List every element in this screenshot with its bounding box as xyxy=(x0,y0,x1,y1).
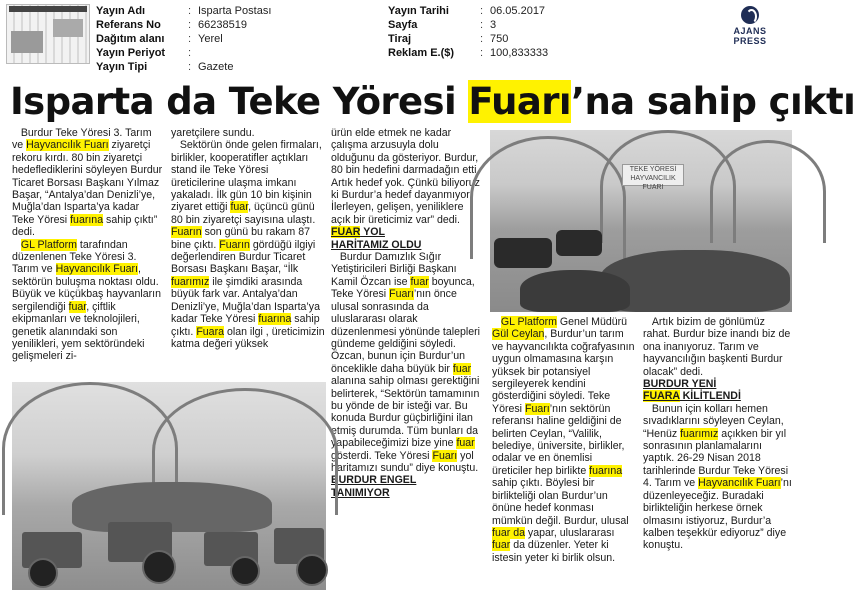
banner-text: TEKE YÖRESİ HAYVANCILIK FUARI xyxy=(629,166,677,191)
highlight: FUARA xyxy=(643,390,680,403)
text: ziyaretçi rekoru kırdı. 80 bin ziyaretçi hedeflediklerini söyleyen Burdur Ticaret Borsası Başkanı Yılmaz Başar, “Antalya’dan Denizli’ye, Muğla’dan Isparta’ya kadar Teke Yöresi xyxy=(12,139,163,226)
thumbnail-title-bar xyxy=(9,6,87,12)
meta-label: Yayın Adı xyxy=(96,5,146,17)
highlight: fuarımız xyxy=(680,427,719,440)
highlight: Hayvancılık Fuarı xyxy=(55,263,138,276)
text: ’nın sektörün referansı haline geldiğini de belirten Ceylan, “Valilik, belediye, üniversite, birlikler, odalar ve en önemlisi üreticiler hep birlikte xyxy=(492,402,625,477)
text: ’nın önce ulusal sonrasında da uluslararası olarak düzenlenmesi yönünde talepleri gündeme geldiğini söyledi. Özcan, bunun için Burdur’un önceklikle daha büyük bir xyxy=(331,288,481,375)
tractor-wheel xyxy=(296,554,328,586)
tractor-wheel xyxy=(142,550,176,584)
paragraph xyxy=(171,139,325,350)
text: , sektörün buluşma noktası oldu. Büyük ve küçükbaş hayvanların sergilendiği xyxy=(12,263,161,313)
meta-separator: : xyxy=(188,33,192,45)
tractor-exhibit-photo xyxy=(12,382,326,590)
meta-label: Sayfa xyxy=(388,19,418,31)
thumbnail-photo xyxy=(53,19,83,37)
text: olan ilgi , üreticimizin katma değeri yüksek xyxy=(171,325,325,350)
crowd xyxy=(520,270,630,312)
meta-row xyxy=(96,46,271,60)
meta-label: Referans No xyxy=(96,19,161,31)
text: tarafından düzenlenen Teke Yöresi 3. Tarım ve xyxy=(12,238,137,276)
text: Bunun için kolları hemen sıvadıklarını söyleyen Ceylan, “Henüz xyxy=(643,402,784,440)
highlight: FUAR xyxy=(331,226,361,239)
text: gördüğü ilgiyi değerlendiren Burdur Ticaret Borsası Başkanı Başar, “İlk xyxy=(171,238,316,276)
text: BURDUR YENİ xyxy=(643,378,717,391)
subheading xyxy=(331,239,484,251)
subheading xyxy=(331,226,484,238)
text: alanına sahip olması gerektiğini belirterek, “Sektörün tamamının bu yönde de bir isteği var. Bu konuda Burdur güçbirliğini ilan etmiş durumda. Tüm bunları da yapabileceğimizi bize yine xyxy=(331,375,480,450)
text: , Burdur’un tarım ve hayvancılıkta coğrafyasının uygun olmamasına karşın yüksek bir potansiyel sergileyerek kendini gösterdiğini söyledi. Teke Yöresi xyxy=(492,328,635,415)
highlight: fuar xyxy=(230,201,249,214)
text: yapar, uluslararası xyxy=(524,526,615,539)
tractor-wheel xyxy=(28,558,58,588)
highlight: Hayvancılık Fuarı xyxy=(698,477,781,490)
article-column-4 xyxy=(492,316,635,564)
publication-meta-left xyxy=(96,4,271,74)
ajans-press-logo xyxy=(718,6,782,46)
paragraph xyxy=(171,127,325,139)
meta-row xyxy=(96,18,271,32)
text: yol haritamızı sundu” diye konuştu. xyxy=(331,449,479,474)
article-headline xyxy=(10,80,855,124)
text: Sektörün önde gelen firmaları, birlikler, kooperatifler açtıkları stand ile Teke Yöresi üreticilerine ulaşma imkanı yakaladı. İlk gün 10 bin kişinin ziyaret ettiği xyxy=(171,139,322,214)
highlight: fuarına xyxy=(589,464,623,477)
article-column-5 xyxy=(643,316,793,552)
highlight: fuar da xyxy=(492,526,525,539)
text: sahip çıktı” dedi. xyxy=(12,213,158,239)
meta-row xyxy=(96,60,271,74)
highlight: Fuarı xyxy=(524,402,550,415)
meta-row xyxy=(388,46,548,60)
meta-separator: : xyxy=(480,5,484,17)
highlight: fuarına xyxy=(258,313,292,326)
highlight: fuar xyxy=(456,437,475,450)
meta-row xyxy=(388,4,548,18)
logo-name: AJANS PRESS xyxy=(733,26,767,46)
meta-value: 100,833333 xyxy=(490,47,549,59)
highlight: fuar xyxy=(68,300,87,313)
subheading xyxy=(331,487,484,499)
text: Genel Müdürü xyxy=(556,316,628,328)
text: TANIMIYOR xyxy=(331,486,390,499)
meta-label: Reklam E.($) xyxy=(388,47,455,59)
text: YOL xyxy=(360,226,385,239)
text: ’nı düzenleyeceğiz. Buradaki birlikteliğin herkese örnek olmasını istiyoruz, Burdur’a kalben teşekkür ediyoruz” diye konuştu. xyxy=(643,477,792,552)
text: Burdur Teke Yöresi 3. Tarım ve xyxy=(12,127,152,152)
text: yaretçilere sundu. xyxy=(171,127,255,139)
highlight: Gül Ceylan xyxy=(492,328,545,341)
tractor-wheel xyxy=(230,556,260,586)
meta-label: Yayın Tarihi xyxy=(388,5,449,17)
headline-text: Isparta da Teke Yöresi xyxy=(10,80,469,123)
article-column-2 xyxy=(171,127,325,350)
article-column-3 xyxy=(331,127,484,499)
text: , üçüncü günü 80 bin ziyaretçi sayısına ulaştı. xyxy=(171,201,316,226)
meta-row xyxy=(388,18,548,32)
text: sahip çıktı. xyxy=(171,313,320,338)
text: HARİTAMIZ OLDU xyxy=(331,238,422,251)
meta-row xyxy=(96,32,271,46)
meta-separator: : xyxy=(188,47,192,59)
cattle xyxy=(556,230,602,256)
crowd xyxy=(72,482,272,532)
text: gösterdi. Teke Yöresi xyxy=(331,449,433,462)
highlight: fuar xyxy=(410,275,429,288)
headline-text: ’na sahip çıktı xyxy=(570,80,855,123)
thumbnail-photo xyxy=(11,31,43,53)
paragraph xyxy=(331,127,484,226)
paragraph xyxy=(12,127,164,239)
highlight: fuar xyxy=(452,362,472,375)
text: sahip çıktı. Böylesi bir birlikteliği olan Burdur’un önüne hedef konması mümkün değil. Burdur, ulusal xyxy=(492,477,629,527)
text: ile şimdiki arasında büyük fark var. Antalya’dan Denizli’ye, Muğla’dan Isparta’ya kadar Teke Yöresi xyxy=(171,275,320,326)
text: açıkken bir yıl sonrasının planlamalarını yaptık. 26-29 Nisan 2018 tarihlerinde Burdur Teke Yöresi 4. Tarım ve xyxy=(643,427,789,490)
paragraph xyxy=(643,316,793,378)
paragraph xyxy=(331,251,484,474)
meta-value: 3 xyxy=(490,19,497,31)
text: KİLİTLENDİ xyxy=(679,390,741,403)
subheading xyxy=(643,390,793,402)
text: da düzenler. Yeter ki istesin yeter ki birlik olsun. xyxy=(492,539,616,564)
highlight: Fuarı xyxy=(389,288,414,301)
meta-value: Isparta Postası xyxy=(198,5,272,17)
meta-separator: : xyxy=(188,19,192,31)
meta-value: 06.05.2017 xyxy=(490,5,546,17)
meta-value: 750 xyxy=(490,33,509,45)
roof-arch xyxy=(710,140,826,243)
highlight: Fuarın xyxy=(171,226,202,239)
meta-value: Yerel xyxy=(198,33,223,45)
highlight: fuar xyxy=(492,539,511,552)
meta-value: Gazete xyxy=(198,61,234,73)
meta-label: Tiraj xyxy=(388,33,412,45)
highlight: fuarına xyxy=(70,213,104,226)
subheading xyxy=(643,378,793,390)
paragraph xyxy=(12,239,164,363)
page-thumbnail xyxy=(6,4,90,64)
meta-separator: : xyxy=(480,33,484,45)
highlight: fuarımız xyxy=(171,275,210,288)
meta-separator: : xyxy=(480,47,484,59)
text: son günü bu rakam 87 bine çıktı. xyxy=(171,226,310,251)
meta-separator: : xyxy=(188,61,192,73)
paragraph xyxy=(643,403,793,552)
meta-separator: : xyxy=(188,5,192,17)
meta-label: Yayın Tipi xyxy=(96,61,148,73)
cattle xyxy=(494,238,552,268)
highlight: Fuarı xyxy=(432,449,458,462)
article-column-1 xyxy=(12,127,164,363)
publication-meta-right xyxy=(388,4,548,60)
highlight: Fuarın xyxy=(219,238,250,251)
text: , çiftlik ekipmanları ve teknolojileri, genetik alanındaki son yenilikleri, yem sektöründeki gelişmeleri zi- xyxy=(12,300,145,363)
headline-highlight: Fuarı xyxy=(468,80,571,123)
text: ürün elde etmek ne kadar çalışma arzusuyla dolu olduğunu da gösteriyor. Burdur, 80 bin hedefini darmadağın etti. Artık hedef yok. Çünkü biliyoruz ki Burdur’a hedef dayanmıyor. İlerleyen, gelişen, yeniliklere açık bir üreticimiz var” dedi. xyxy=(331,127,480,226)
ajans-press-logo-icon xyxy=(741,6,759,24)
paragraph xyxy=(492,316,635,564)
meta-separator: : xyxy=(480,19,484,31)
text: boyunca, Teke Yöresi xyxy=(331,275,475,301)
highlight: GL Platform xyxy=(20,238,77,251)
highlight: GL Platform xyxy=(500,316,557,328)
meta-row xyxy=(96,4,271,18)
highlight: Hayvancılık Fuarı xyxy=(26,139,109,152)
text: Burdur Damızlık Sığır Yetiştiricileri Birliği Başkanı Kamil Özcan ise xyxy=(331,251,457,288)
meta-row xyxy=(388,32,548,46)
text: Artık bizim de gönlümüz rahat. Burdur bize inandı biz de ona inanıyoruz. Tarım ve hayvancılığın başkenti Burdur olacak” dedi. xyxy=(643,316,791,378)
highlight: Fuara xyxy=(196,325,224,338)
text: BURDUR ENGEL xyxy=(331,474,417,487)
fair-banner xyxy=(622,164,684,191)
meta-value: 66238519 xyxy=(198,19,247,31)
subheading xyxy=(331,474,484,486)
meta-label: Dağıtım alanı xyxy=(96,33,165,45)
fair-hall-photo xyxy=(490,130,792,312)
meta-label: Yayın Periyot xyxy=(96,47,166,59)
